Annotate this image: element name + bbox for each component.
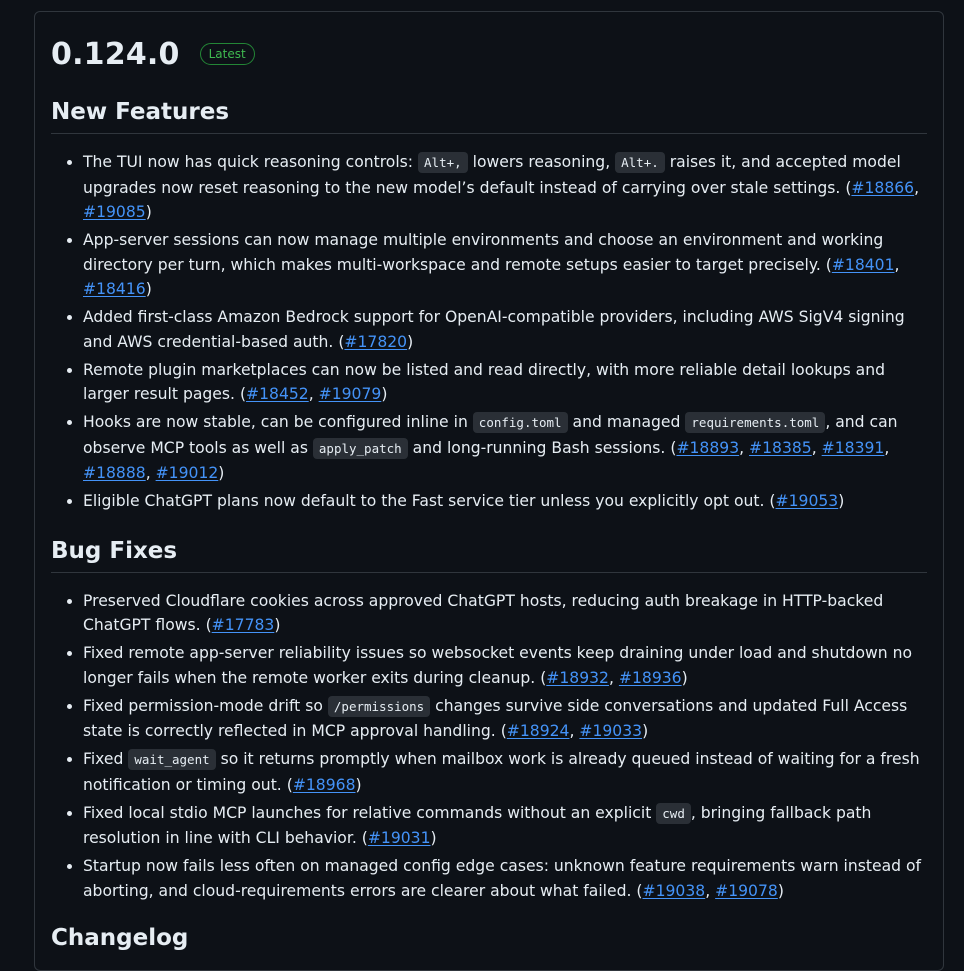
pr-link[interactable]: #18385: [749, 438, 812, 457]
code-alt-comma: Alt+,: [418, 152, 468, 173]
code-wait-agent: wait_agent: [128, 749, 215, 770]
list-item: • Fixed local stdio MCP launches for relative commands without an explicit cwd , bringing fallback path resolution in line with CLI behavior. (#19031): [83, 801, 927, 851]
list-item: • Fixed remote app-server reliability issues so websocket events keep draining under load and shutdown no longer fails when the remote worker exits during cleanup. (#18932, #18936): [83, 641, 927, 690]
bug-fixes-list: [51, 589, 927, 904]
pr-link[interactable]: #17783: [211, 616, 275, 634]
pr-link[interactable]: #18932: [546, 668, 609, 687]
pr-link[interactable]: #18866: [851, 178, 915, 197]
pr-link[interactable]: #18936: [618, 668, 682, 687]
list-item: • Fixed wait_agent so it returns promptly when mailbox work is already queued instead of waiting for a fresh notification or timing out. (#18968): [83, 747, 927, 797]
code-cwd: cwd: [656, 803, 691, 824]
pr-link[interactable]: #18416: [83, 280, 146, 298]
pr-link[interactable]: #19038: [642, 881, 706, 900]
list-item: • Remote plugin marketplaces can now be listed and read directly, with more reliable detail lookups and larger result pages. (#18452, #19079): [83, 358, 927, 407]
pr-link[interactable]: #18968: [292, 775, 356, 794]
pr-link[interactable]: #19031: [367, 829, 431, 847]
pr-link[interactable]: #18401: [831, 255, 895, 274]
list-item: • The TUI now has quick reasoning controls: Alt+, lowers reasoning, Alt+. raises it, and accepted model upgrades now reset reasoning to the new model’s default instead of carrying over stale settings. (#18866, #19085): [83, 150, 927, 225]
pr-link[interactable]: #18452: [246, 385, 309, 403]
list-item: • Added first-class Amazon Bedrock support for OpenAI-compatible providers, including AWS SigV4 signing and AWS credential-based auth. (#17820): [83, 305, 927, 354]
pr-link[interactable]: #17820: [344, 332, 408, 351]
heading-bug-fixes: Bug Fixes: [51, 538, 927, 573]
release-header: [51, 34, 927, 74]
pr-link[interactable]: #19085: [83, 203, 146, 221]
heading-new-features: New Features: [51, 99, 927, 134]
code-permissions: /permissions: [328, 696, 430, 717]
release-card: [34, 11, 944, 971]
pr-link[interactable]: #19053: [775, 492, 839, 510]
code-apply-patch: apply_patch: [313, 438, 408, 459]
pr-link[interactable]: #19012: [155, 464, 219, 482]
pr-link[interactable]: #18391: [821, 438, 885, 457]
new-features-list: [51, 150, 927, 514]
pr-link[interactable]: #18888: [83, 464, 146, 482]
pr-link[interactable]: #19079: [318, 385, 382, 403]
list-item: • Preserved Cloudflare cookies across approved ChatGPT hosts, reducing auth breakage in HTTP-backed ChatGPT flows. (#17783): [83, 589, 927, 638]
latest-badge: Latest: [200, 43, 255, 65]
heading-changelog: Changelog: [51, 925, 189, 951]
list-item: • Hooks are now stable, can be configured inline in config.toml and managed requirements.toml , and can observe MCP tools as well as apply_patch and long-running Bash sessions. (#18893, #18385, #18391, #18888, #19012): [83, 410, 927, 486]
list-item: • App-server sessions can now manage multiple environments and choose an environment and working directory per turn, which makes multi-workspace and remote setups easier to target precisely. (#18401, #18416): [83, 228, 927, 302]
pr-link[interactable]: #18924: [506, 722, 570, 740]
code-config-toml: config.toml: [473, 412, 568, 433]
pr-link[interactable]: #19078: [715, 881, 778, 900]
pr-link[interactable]: #18893: [676, 438, 740, 457]
list-item: • Startup now fails less often on managed config edge cases: unknown feature requirements warn instead of aborting, and cloud-requirements errors are clearer about what failed. (#19038, #19078): [83, 854, 927, 903]
code-alt-period: Alt+.: [615, 152, 665, 173]
pr-link[interactable]: #19033: [579, 722, 643, 740]
code-requirements-toml: requirements.toml: [685, 412, 825, 433]
list-item: • Eligible ChatGPT plans now default to the Fast service tier unless you explicitly opt out. (#19053): [83, 489, 927, 514]
list-item: • Fixed permission-mode drift so /permissions changes survive side conversations and updated Full Access state is correctly reflected in MCP approval handling. (#18924, #19033): [83, 694, 927, 744]
release-version[interactable]: 0.124.0: [51, 36, 180, 72]
